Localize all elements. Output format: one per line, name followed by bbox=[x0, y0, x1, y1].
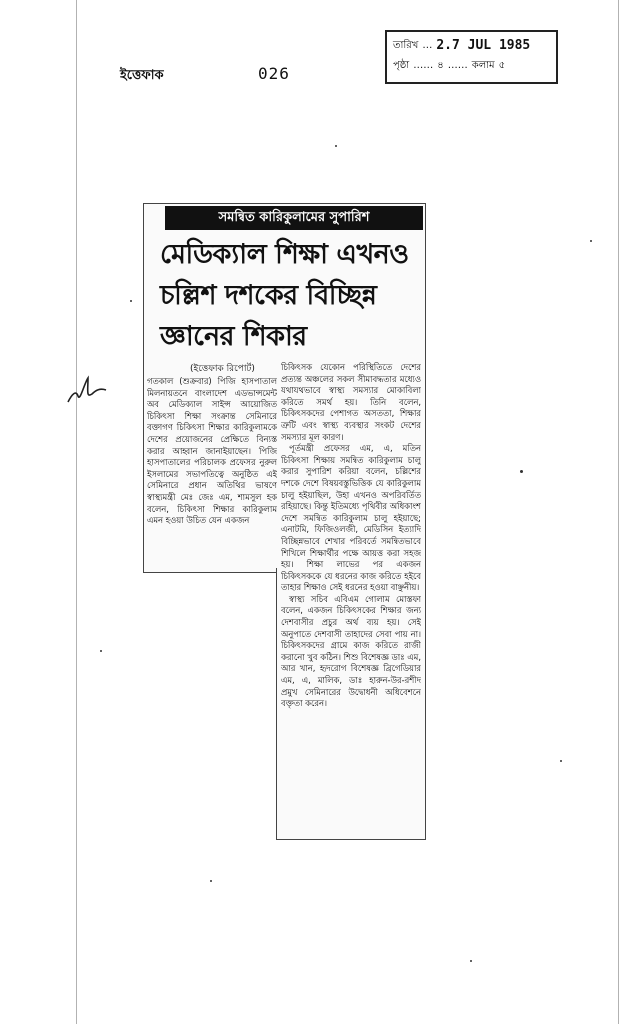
date-stamp bbox=[385, 30, 558, 84]
scan-margin-line-left bbox=[76, 0, 77, 1024]
scan-speck bbox=[130, 300, 132, 302]
handwritten-mark bbox=[66, 370, 110, 406]
article-column-left bbox=[147, 376, 277, 566]
stamp-page-value: ৪ bbox=[437, 60, 444, 71]
article-paragraph: চিকিৎসক যেকোন পরিস্থিতিতে দেশের প্রত্যন্ত অঞ্চলের সকল সীমাবদ্ধতার মধ্যেও যথাযথভাবে স্বাস্থ্য সমস্যার মোকাবিলা করিতে সমর্থ হয়। তিনি বলেন, চিকিৎসকদের পেশাগত অসততা, শিক্ষার ত্রুটি এবং স্বাস্থ্য ব্যবস্থার সংকট দেশের সমস্যার মূল কারণ। bbox=[281, 362, 421, 442]
article-kicker: সমন্বিত কারিকুলামের সুপারিশ bbox=[165, 206, 423, 230]
stamp-date-value: 2.7 JUL 1985 bbox=[436, 38, 531, 53]
scan-speck bbox=[590, 240, 592, 242]
scan-speck bbox=[210, 880, 212, 882]
scan-margin-line-right bbox=[618, 0, 619, 1024]
stamp-column-value: ৫ bbox=[498, 60, 506, 71]
stamp-column-label: কলাম bbox=[471, 60, 495, 71]
article-paragraph: পূর্তমন্ত্রী প্রফেসর এম, এ, মতিন চিকিৎসা শিক্ষায় সমন্বিত কারিকুলাম চালু করার সুপারিশ করিয়া বলেন, চল্লিশের দশকে দেশে বিষয়বস্তুভিত্তিক যে কারিকুলাম চালু হইয়াছিল, উহা এখনও অপরিবর্তিত রহিয়াছে। কিন্তু ইতিমধ্যে পৃথিবীর অধিকাংশ দেশে সমন্বিত কারিকুলাম চালু হইয়াছে; এনাটমি, ফিজিওলজী, মেডিসিন ইত্যাদি বিচ্ছিন্নভাবে শেখার পরিবর্তে সমন্বিতভাবে শিখিলে শিক্ষার্থীর পক্ষে আয়ত্ত করা সহজ হয়। শিক্ষা লাভের পর একজন চিকিৎসককে যে ধরনের কাজ করিতে হইবে তাহার শিক্ষাও সেই ধরনের হওয়া বাঞ্ছনীয়। bbox=[281, 443, 421, 593]
publication-name: ইত্তেফাক bbox=[120, 68, 164, 83]
scan-speck bbox=[520, 470, 523, 473]
article-paragraph: স্বাস্থ্য সচিব এবিএম গোলাম মোস্তফা বলেন, একজন চিকিৎসকের শিক্ষার জন্য দেশবাসীর প্রচুর অর্থ ব্যয় হয়। সেই অনুপাতে দেশবাসী তাহাদের সেবা পায় না। চিকিৎসকদের গ্রামে কাজ করিতে রাজী করানো খুব কঠিন। শিশু বিশেষজ্ঞ ডাঃ এম, আর খান, হৃদরোগ বিশেষজ্ঞ ব্রিগেডিয়ার এম, এ, মালিক, ডাঃ হারুন-উর-রশীদ প্রমুখ সেমিনারের উদ্বোধনী অধিবেশনে বক্তৃতা করেন। bbox=[281, 593, 421, 709]
article-byline: (ইত্তেফাক রিপোর্ট) bbox=[190, 364, 255, 374]
stamp-page-label: পৃষ্ঠা bbox=[393, 60, 410, 71]
scan-speck bbox=[335, 145, 337, 147]
scan-speck bbox=[560, 760, 562, 762]
article-paragraph: গতকাল (শুক্রবার) পিজি হাসপাতাল মিলনায়তনে বাংলাদেশ এডভান্সমেন্ট অব মেডিক্যাল সাইন্স আয়োজিত চিকিৎসা শিক্ষা সংক্রান্ত সেমিনারে বক্তাগণ চিকিৎসা শিক্ষার কারিকুলামকে দেশের প্রয়োজনের প্রেক্ষিতে বিন্যস্ত করার আহ্বান জানাইয়াছেন। পিজি হাসপাতালের পরিচালক প্রফেসর নুরুল ইসলামের সভাপতিত্বে অনুষ্ঠিত এই সেমিনারে প্রধান অতিথির ভাষণে স্বাস্থ্যমন্ত্রী মেঃ জেঃ এম, শামসুল হক বলেন, চিকিৎসা শিক্ষার কারিকুলাম এমন হওয়া উচিত যেন একজন bbox=[147, 376, 277, 526]
article-headline: মেডিক্যাল শিক্ষা এখনও চল্লিশ দশকের বিচ্ছিন্ন জ্ঞানের শিকার bbox=[160, 239, 409, 352]
stamp-date-row: তারিখ … 2.7 JUL 1985 bbox=[393, 36, 550, 56]
stamp-page-row: পৃষ্ঠা …… ৪ …… কলাম ৫ bbox=[393, 56, 550, 76]
document-number: 026 bbox=[258, 64, 290, 83]
scan-speck bbox=[100, 650, 102, 652]
stamp-date-label: তারিখ bbox=[393, 40, 419, 51]
scan-speck bbox=[470, 960, 472, 962]
article-column-right bbox=[281, 362, 421, 838]
